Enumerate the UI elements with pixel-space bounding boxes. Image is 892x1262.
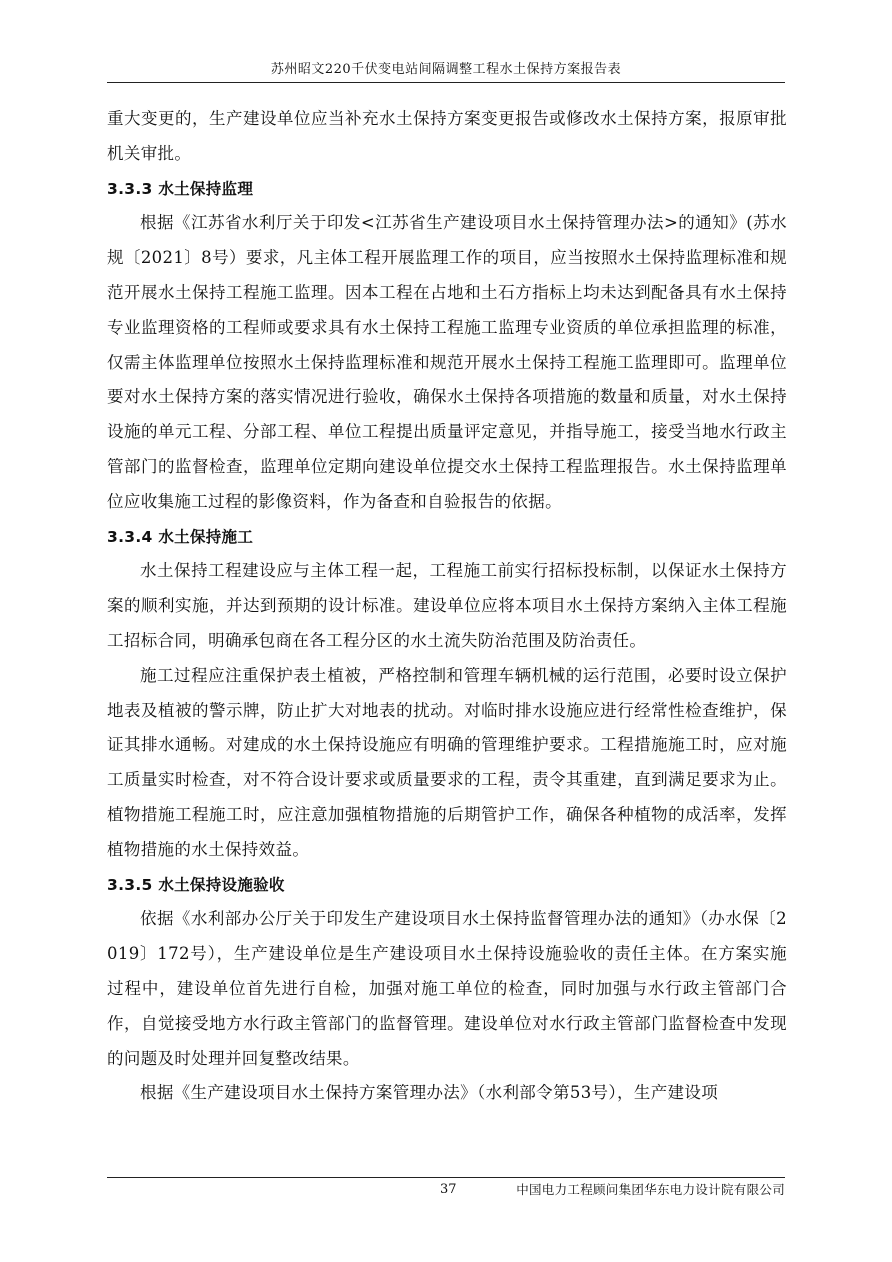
footer-divider (107, 1177, 785, 1178)
page-body (107, 102, 787, 1111)
paragraph-acceptance-2: 根据《生产建设项目水土保持方案管理办法》（水利部令第53号），生产建设项 (140, 1083, 719, 1103)
section-heading-3-3-3: 3.3.3 水土保持监理 (107, 179, 254, 198)
running-header-title: 苏州昭文220千伏变电站间隔调整工程水土保持方案报告表 (270, 62, 622, 77)
section-heading-3-3-5: 3.3.5 水土保持设施验收 (107, 875, 285, 894)
paragraph-acceptance-1: 依据《水利部办公厅关于印发生产建设项目水土保持监督管理办法的通知》（办水保〔2019〕172号），生产建设单位是生产建设项目水土保持设施验收的责任主体。在方案实施过程中，建设单位首先进行自检，加强对施工单位的检查，同时加强与水行政主管部门合作，自觉接受地方水行政主管部门的监督管理。建设单位对水行政主管部门监督检查中发现的问题及时处理并回复整改结果。 (107, 909, 787, 1068)
page-number: 37 (440, 1182, 457, 1197)
paragraph-construction-2: 施工过程应注重保护表土植被，严格控制和管理车辆机械的运行范围，必要时设立保护地表及植被的警示牌，防止扩大对地表的扰动。对临时排水设施应进行经常性检查维护，保证其排水通畅。对建成的水土保持设施应有明确的管理维护要求。工程措施施工时，应对施工质量实时检查，对不符合设计要求或质量要求的工程，责令其重建，直到满足要求为止。植物措施工程施工时，应注意加强植物措施的后期管护工作，确保各种植物的成活率，发挥植物措施的水土保持效益。 (107, 665, 787, 859)
paragraph-supervision: 根据《江苏省水利厅关于印发<江苏省生产建设项目水土保持管理办法>的通知》(苏水规〔2021〕8号）要求，凡主体工程开展监理工作的项目，应当按照水土保持监理标准和规范开展水土保持工程施工监理。因本工程在占地和土石方指标上均未达到配备具有水土保持专业监理资格的工程师或要求具有水土保持工程施工监理专业资质的单位承担监理的标准，仅需主体监理单位按照水土保持监理标准和规范开展水土保持工程施工监理即可。监理单位要对水土保持方案的落实情况进行验收，确保水土保持各项措施的数量和质量，对水土保持设施的单元工程、分部工程、单位工程提出质量评定意见，并指导施工，接受当地水行政主管部门的监督检查，监理单位定期向建设单位提交水土保持工程监理报告。水土保持监理单位应收集施工过程的影像资料，作为备查和自验报告的依据。 (107, 213, 787, 511)
paragraph-continued: 重大变更的，生产建设单位应当补充水土保持方案变更报告或修改水土保持方案，报原审批机关审批。 (107, 109, 787, 163)
header-divider (107, 82, 785, 83)
section-heading-3-3-4: 3.3.4 水土保持施工 (107, 527, 254, 546)
paragraph-construction-1: 水土保持工程建设应与主体工程一起，工程施工前实行招标投标制，以保证水土保持方案的顺利实施，并达到预期的设计标准。建设单位应将本项目水土保持方案纳入主体工程施工招标合同，明确承包商在各工程分区的水土流失防治范围及防治责任。 (107, 561, 787, 650)
footer-organization: 中国电力工程顾问集团华东电力设计院有限公司 (516, 1182, 785, 1197)
